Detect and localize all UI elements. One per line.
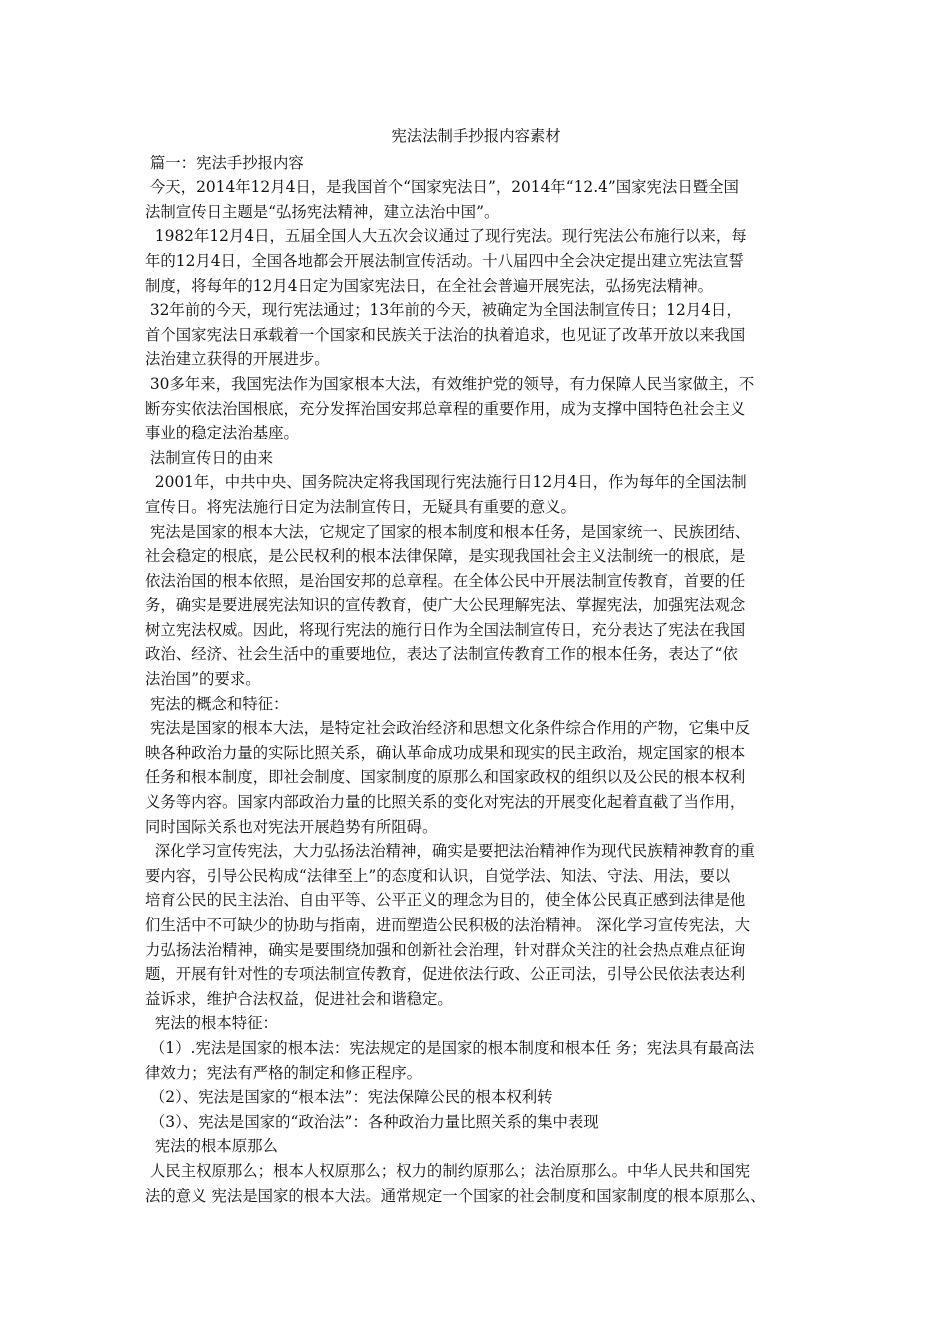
text-line: （2）、宪法是国家的“根本法”：宪法保障公民的根本权利转 — [145, 1088, 553, 1107]
text-line: 2001年，中共中央、国务院决定将我国现行宪法施行日12月4日，作为每年的全国法制 — [145, 473, 747, 492]
text-line: 人民主权原那么；根本人权原那么；权力的制约原那么；法治原那么。中华人民共和国宪 — [145, 1161, 751, 1180]
text-line: 政治、经济、社会生活中的重要地位，表达了法制宣传教育工作的根本任务，表达了“依 — [145, 645, 738, 664]
text-line: 社会稳定的根底，是公民权利的根本法律保障，是实现我国社会主义法制统一的根底，是 — [145, 547, 746, 566]
text-line: 依法治国的根本依照，是治国安邦的总章程。在全体公民中开展法制宣传教育，首要的任 — [145, 571, 746, 590]
text-line: 宣传日。将宪法施行日定为法制宣传日，无疑具有重要的意义。 — [145, 497, 576, 516]
text-line: 律效力；宪法有严格的制定和修正程序。 — [145, 1063, 423, 1082]
text-line: 法治国”的要求。 — [145, 670, 261, 689]
text-line: 们生活中不可缺少的协助与指南，进而塑造公民积极的法治精神。 深化学习宣传宪法，大 — [145, 916, 751, 934]
text-line: （3）、宪法是国家的“政治法”：各种政治力量比照关系的集中表现 — [145, 1112, 599, 1131]
text-line: （1）.宪法是国家的根本法：宪法规定的是国家的根本制度和根本任 务；宪法具有最高法 — [145, 1038, 755, 1057]
document-title: 宪法法制手抄报内容素材 — [391, 127, 561, 145]
text-line: 题，开展有针对性的专项法制宣传教育，促进依法行政、公正司法，引导公民依法表达利 — [145, 965, 746, 984]
text-line: 法的意义 宪法是国家的根本大法。通常规定一个国家的社会制度和国家制度的根本原那么、 — [145, 1186, 766, 1205]
text-line: 1982年12月4日，五届全国人大五次会议通过了现行宪法。现行宪法公布施行以来，每 — [145, 227, 747, 246]
text-line: 宪法的根本特征： — [145, 1014, 278, 1033]
text-line: 30多年来，我国宪法作为国家根本大法，有效维护党的领导，有力保障人民当家做主，不 — [145, 374, 755, 393]
text-line: 任务和根本制度，即社会制度、国家制度的原那么和国家政权的组织以及公民的根本权利 — [145, 768, 746, 787]
text-lines — [145, 151, 807, 1209]
text-line: 宪法的概念和特征： — [145, 694, 289, 713]
text-line: 力弘扬法治精神，确实是要围绕加强和创新社会治理，针对群众关注的社会热点难点征询 — [145, 940, 746, 959]
text-line: 宪法是国家的根本大法，是特定社会政治经济和思想文化条件综合作用的产物，它集中反 — [145, 719, 751, 738]
text-line: 宪法是国家的根本大法，它规定了国家的根本制度和根本任务，是国家统一、民族团结、 — [145, 522, 751, 541]
text-line: 事业的稳定法治基座。 — [145, 424, 299, 443]
text-line: 法制宣传日的由来 — [145, 448, 274, 467]
text-line: 制度，将每年的12月4日定为国家宪法日，在全社会普遍开展宪法，弘扬宪法精神。 — [145, 276, 714, 295]
text-line: 务，确实是要进展宪法知识的宣传教育，使广大公民理解宪法、掌握宪法，加强宪法观念 — [145, 596, 746, 615]
text-line: 培育公民的民主法治、自由平等、公平正义的理念为目的，使全体公民真正感到法律是他 — [145, 891, 746, 910]
text-line: 同时国际关系也对宪法开展趋势有所阻碍。 — [145, 817, 438, 836]
text-line: 义务等内容。国家内部政治力量的比照关系的变化对宪法的开展变化起着直截了当作用， — [145, 793, 746, 812]
text-line: 益诉求，维护合法权益，促进社会和谐稳定。 — [145, 989, 453, 1008]
text-line: 今天，2014年12月4日，是我国首个“国家宪法日”，2014年“12.4”国家宪法日暨全国 — [145, 178, 739, 197]
text-line: 树立宪法权威。因此，将现行宪法的施行日作为全国法制宣传日，充分表达了宪法在我国 — [145, 620, 746, 639]
document-body — [145, 124, 807, 1208]
text-line: 32年前的今天，现行宪法通过；13年前的今天，被确定为全国法制宣传日；12月4日， — [145, 301, 742, 320]
text-line: 宪法的根本原那么 — [145, 1137, 278, 1156]
text-line: 要内容，引导公民构成“法律至上”的态度和认识，自觉学法、知法、守法、用法，要以 — [145, 866, 731, 885]
text-line: 断夯实依法治国根底，充分发挥治国安邦总章程的重要作用，成为支撑中国特色社会主义 — [145, 399, 746, 418]
text-line: 映各种政治力量的实际比照关系，确认革命成功成果和现实的民主政治，规定国家的根本 — [145, 743, 746, 762]
text-line: 篇一：宪法手抄报内容 — [145, 153, 304, 172]
text-line: 法治建立获得的开展进步。 — [145, 350, 330, 369]
text-line: 首个国家宪法日承载着一个国家和民族关于法治的执着追求，也见证了改革开放以来我国 — [145, 325, 746, 344]
text-line: 深化学习宣传宪法，大力弘扬法治精神，确实是要把法治精神作为现代民族精神教育的重 — [145, 842, 756, 861]
text-line: 法制宣传日主题是“弘扬宪法精神，建立法治中国”。 — [145, 202, 500, 221]
text-line: 年的12月4日，全国各地都会开展法制宣传活动。十八届四中全会决定提出建立宪法宣誓 — [145, 251, 744, 270]
